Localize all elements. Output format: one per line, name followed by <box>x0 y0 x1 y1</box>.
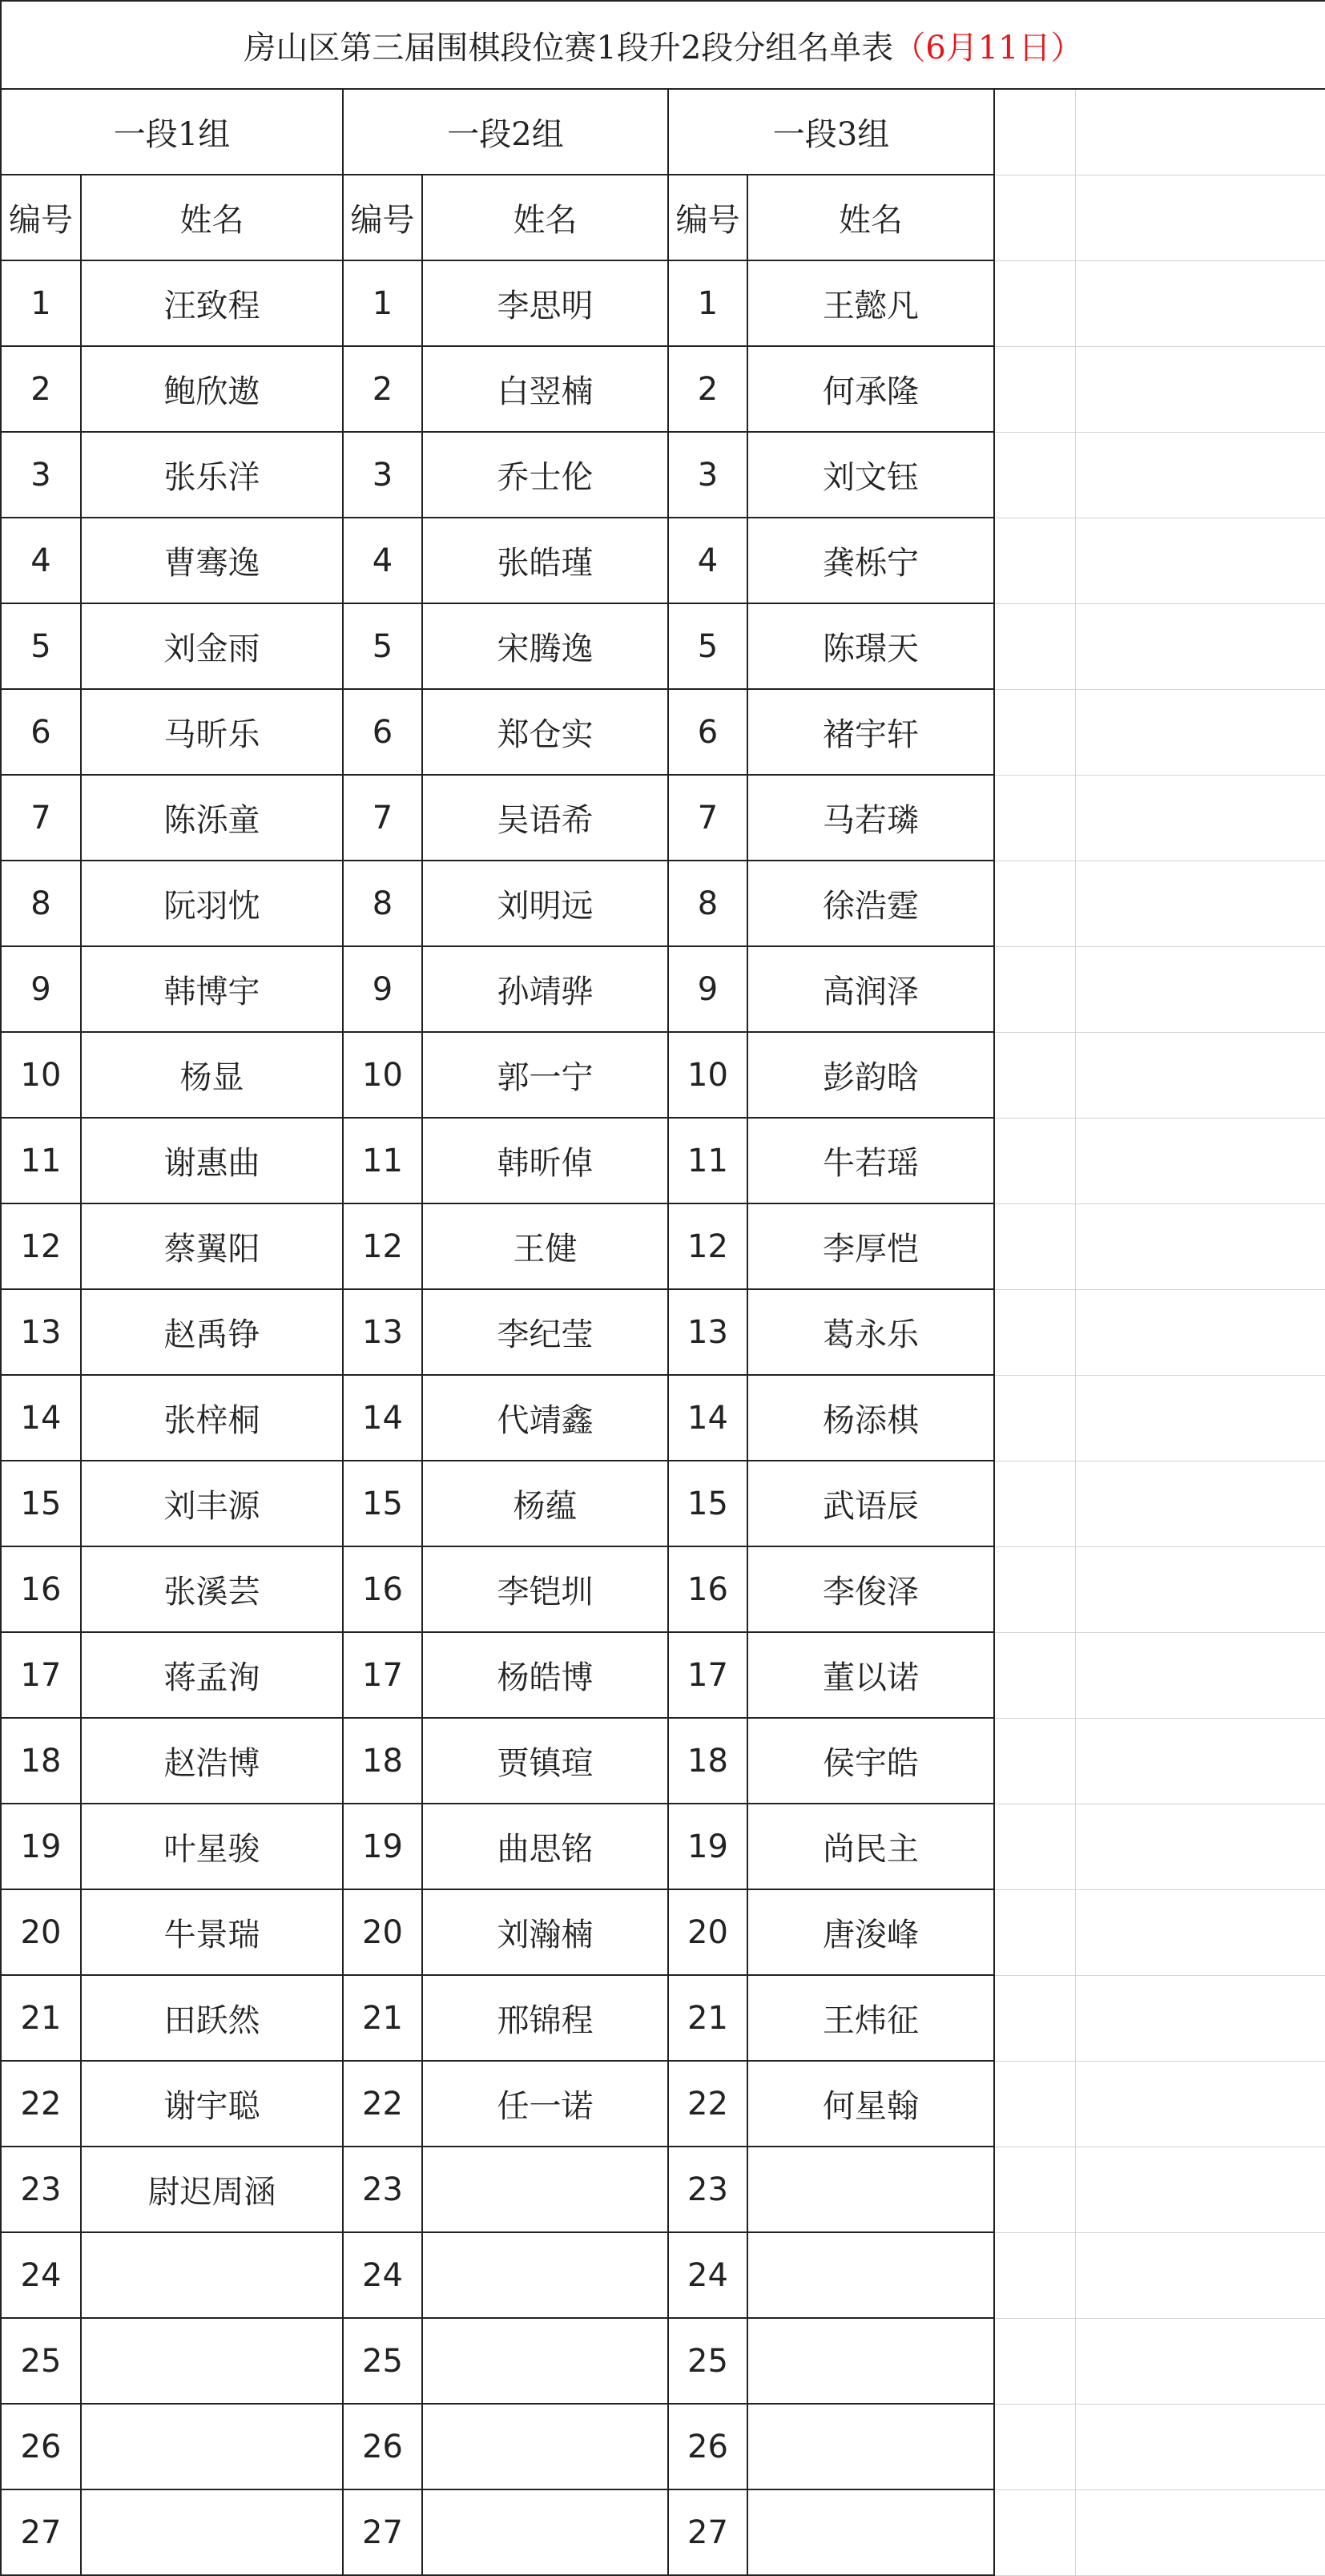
group-1-name-cell: 叶星骏 <box>81 1804 343 1889</box>
group-1-number-cell: 24 <box>1 2232 81 2318</box>
group-2-number-cell: 14 <box>343 1375 422 1461</box>
group-3-name-cell: 尚民主 <box>747 1804 994 1889</box>
group-1-number-cell: 3 <box>1 432 81 518</box>
empty-cell <box>1075 1546 1325 1632</box>
group-1-number-cell: 2 <box>1 346 81 432</box>
group-2-number-cell: 18 <box>343 1718 422 1804</box>
group-2-name-cell: 代靖鑫 <box>422 1375 668 1461</box>
group-1-number-cell: 16 <box>1 1546 81 1632</box>
group-2-number-cell: 23 <box>343 2147 422 2232</box>
group-2-label: 一段2组 <box>343 89 668 175</box>
empty-cell <box>994 1546 1075 1632</box>
group-3-number-cell: 23 <box>668 2147 747 2232</box>
group-3-name-cell: 彭韵晗 <box>747 1032 994 1118</box>
group-3-number-cell: 26 <box>668 2404 747 2489</box>
empty-cell <box>994 1461 1075 1546</box>
group-1-name-cell: 牛景瑞 <box>81 1889 343 1975</box>
group-3-number-cell: 18 <box>668 1718 747 1804</box>
group-1-number-cell: 11 <box>1 1118 81 1203</box>
empty-cell <box>994 2147 1075 2232</box>
empty-cell <box>1075 2232 1325 2318</box>
group-1-number-cell: 15 <box>1 1461 81 1546</box>
empty-cell <box>1075 689 1325 775</box>
group-3-name-cell: 杨添棋 <box>747 1375 994 1461</box>
group-2-name-cell: 刘明远 <box>422 861 668 946</box>
group-1-name-cell: 韩博宇 <box>81 946 343 1032</box>
empty-cell <box>1075 1032 1325 1118</box>
group-1-number-cell: 12 <box>1 1203 81 1289</box>
group-3-number-cell: 13 <box>668 1289 747 1375</box>
group-1-number-cell: 6 <box>1 689 81 775</box>
group-2-name-cell <box>422 2318 668 2404</box>
group-3-name-cell <box>747 2489 994 2575</box>
group-2-number-cell: 3 <box>343 432 422 518</box>
group-2-name-cell: 杨蕴 <box>422 1461 668 1546</box>
table-row <box>1 1375 1325 1461</box>
group-2-name-cell: 邢锦程 <box>422 1975 668 2061</box>
table-row <box>1 2404 1325 2489</box>
table-row <box>1 861 1325 946</box>
group-3-number-cell: 1 <box>668 260 747 346</box>
table-row <box>1 346 1325 432</box>
group-2-num-header: 编号 <box>343 175 422 260</box>
group-3-number-cell: 4 <box>668 518 747 603</box>
group-3-name-cell <box>747 2318 994 2404</box>
group-1-name-cell: 刘丰源 <box>81 1461 343 1546</box>
group-3-number-cell: 27 <box>668 2489 747 2575</box>
group-3-name-cell: 王炜征 <box>747 1975 994 2061</box>
group-1-name-cell: 赵浩博 <box>81 1718 343 1804</box>
empty-cell <box>994 775 1075 861</box>
group-2-name-cell <box>422 2489 668 2575</box>
group-3-number-cell: 9 <box>668 946 747 1032</box>
group-2-name-cell: 白翌楠 <box>422 346 668 432</box>
group-2-name-cell: 李纪莹 <box>422 1289 668 1375</box>
empty-cell <box>1075 1461 1325 1546</box>
group-2-name-cell: 郭一宁 <box>422 1032 668 1118</box>
table-row <box>1 1632 1325 1718</box>
table-row <box>1 1975 1325 2061</box>
group-3-name-cell: 武语辰 <box>747 1461 994 1546</box>
group-3-name-cell: 牛若瑶 <box>747 1118 994 1203</box>
group-1-name-cell: 张梓桐 <box>81 1375 343 1461</box>
group-1-name-cell: 刘金雨 <box>81 603 343 689</box>
empty-cell <box>994 1975 1075 2061</box>
empty-cell <box>994 260 1075 346</box>
group-1-name-cell: 马昕乐 <box>81 689 343 775</box>
empty-cell <box>1075 1118 1325 1203</box>
empty-cell <box>994 689 1075 775</box>
empty-cell <box>994 861 1075 946</box>
empty-cell <box>994 1289 1075 1375</box>
group-1-number-cell: 7 <box>1 775 81 861</box>
title-date: （6月11日） <box>893 29 1083 67</box>
group-1-number-cell: 21 <box>1 1975 81 2061</box>
group-2-number-cell: 12 <box>343 1203 422 1289</box>
group-1-number-cell: 4 <box>1 518 81 603</box>
empty-cell <box>1075 1889 1325 1975</box>
group-2-name-cell: 李铠圳 <box>422 1546 668 1632</box>
group-header-row <box>1 89 1325 175</box>
group-1-name-cell: 谢惠曲 <box>81 1118 343 1203</box>
empty-cell <box>1075 2147 1325 2232</box>
group-3-number-cell: 10 <box>668 1032 747 1118</box>
group-3-name-cell: 徐浩霆 <box>747 861 994 946</box>
table-row <box>1 603 1325 689</box>
empty-cell <box>1075 1203 1325 1289</box>
table-row <box>1 432 1325 518</box>
group-1-name-cell <box>81 2318 343 2404</box>
table-row <box>1 2232 1325 2318</box>
table-row <box>1 2489 1325 2575</box>
group-2-number-cell: 11 <box>343 1118 422 1203</box>
group-1-name-cell: 曹骞逸 <box>81 518 343 603</box>
empty-cell <box>994 946 1075 1032</box>
group-2-number-cell: 6 <box>343 689 422 775</box>
group-1-name-cell: 阮羽忱 <box>81 861 343 946</box>
table-row <box>1 1804 1325 1889</box>
empty-cell <box>1075 1289 1325 1375</box>
group-3-name-cell: 高润泽 <box>747 946 994 1032</box>
group-3-number-cell: 22 <box>668 2061 747 2147</box>
empty-cell <box>1075 346 1325 432</box>
table-row <box>1 518 1325 603</box>
group-3-name-cell: 马若璘 <box>747 775 994 861</box>
group-2-number-cell: 13 <box>343 1289 422 1375</box>
group-1-name-cell: 汪致程 <box>81 260 343 346</box>
group-2-name-cell: 郑仓实 <box>422 689 668 775</box>
group-3-number-cell: 24 <box>668 2232 747 2318</box>
group-2-number-cell: 22 <box>343 2061 422 2147</box>
empty-cell <box>1075 89 1325 175</box>
group-3-name-cell: 侯宇皓 <box>747 1718 994 1804</box>
group-3-name-cell: 李俊泽 <box>747 1546 994 1632</box>
group-1-name-cell: 谢宇聪 <box>81 2061 343 2147</box>
group-2-number-cell: 20 <box>343 1889 422 1975</box>
group-2-number-cell: 4 <box>343 518 422 603</box>
group-2-name-cell: 韩昕倬 <box>422 1118 668 1203</box>
group-2-name-cell <box>422 2404 668 2489</box>
group-1-name-cell <box>81 2232 343 2318</box>
group-2-number-cell: 21 <box>343 1975 422 2061</box>
group-2-number-cell: 17 <box>343 1632 422 1718</box>
group-1-label: 一段1组 <box>1 89 343 175</box>
empty-cell <box>994 1889 1075 1975</box>
group-1-name-cell: 蔡翼阳 <box>81 1203 343 1289</box>
empty-cell <box>994 2489 1075 2575</box>
group-2-name-cell: 曲思铭 <box>422 1804 668 1889</box>
empty-cell <box>994 2318 1075 2404</box>
group-1-name-cell: 张溪芸 <box>81 1546 343 1632</box>
empty-cell <box>1075 518 1325 603</box>
group-3-name-cell: 刘文钰 <box>747 432 994 518</box>
empty-cell <box>994 518 1075 603</box>
empty-cell <box>994 1632 1075 1718</box>
empty-cell <box>1075 260 1325 346</box>
group-3-number-cell: 25 <box>668 2318 747 2404</box>
group-3-number-cell: 11 <box>668 1118 747 1203</box>
group-1-name-cell: 田跃然 <box>81 1975 343 2061</box>
group-1-number-cell: 22 <box>1 2061 81 2147</box>
group-2-name-cell: 王健 <box>422 1203 668 1289</box>
group-2-name-cell: 乔士伦 <box>422 432 668 518</box>
empty-cell <box>994 603 1075 689</box>
table-row <box>1 946 1325 1032</box>
empty-cell <box>994 2404 1075 2489</box>
group-3-number-cell: 20 <box>668 1889 747 1975</box>
empty-cell <box>994 89 1075 175</box>
group-1-number-cell: 25 <box>1 2318 81 2404</box>
group-2-number-cell: 15 <box>343 1461 422 1546</box>
group-3-name-cell: 王懿凡 <box>747 260 994 346</box>
table-row <box>1 1032 1325 1118</box>
empty-cell <box>1075 2404 1325 2489</box>
group-2-number-cell: 16 <box>343 1546 422 1632</box>
empty-cell <box>994 1118 1075 1203</box>
table-row <box>1 1718 1325 1804</box>
table-row <box>1 1118 1325 1203</box>
group-1-number-cell: 8 <box>1 861 81 946</box>
group-2-name-cell: 李思明 <box>422 260 668 346</box>
group-3-number-cell: 15 <box>668 1461 747 1546</box>
group-1-name-cell: 赵禹铮 <box>81 1289 343 1375</box>
empty-cell <box>994 1032 1075 1118</box>
table-row <box>1 1461 1325 1546</box>
empty-cell <box>994 175 1075 260</box>
table-row <box>1 2061 1325 2147</box>
group-1-number-cell: 20 <box>1 1889 81 1975</box>
empty-cell <box>1075 1375 1325 1461</box>
group-1-number-cell: 19 <box>1 1804 81 1889</box>
group-1-name-cell: 鲍欣遨 <box>81 346 343 432</box>
group-3-name-cell: 褚宇轩 <box>747 689 994 775</box>
group-1-number-cell: 17 <box>1 1632 81 1718</box>
group-1-number-cell: 18 <box>1 1718 81 1804</box>
group-2-name-cell <box>422 2232 668 2318</box>
group-3-label: 一段3组 <box>668 89 994 175</box>
page-title <box>1 1 1325 89</box>
group-3-number-cell: 7 <box>668 775 747 861</box>
group-2-number-cell: 9 <box>343 946 422 1032</box>
group-3-number-cell: 12 <box>668 1203 747 1289</box>
group-1-number-cell: 5 <box>1 603 81 689</box>
group-3-number-cell: 19 <box>668 1804 747 1889</box>
group-3-name-cell: 葛永乐 <box>747 1289 994 1375</box>
table-row <box>1 2318 1325 2404</box>
group-2-number-cell: 10 <box>343 1032 422 1118</box>
empty-cell <box>994 1718 1075 1804</box>
group-1-name-cell <box>81 2404 343 2489</box>
empty-cell <box>1075 1718 1325 1804</box>
column-header-row <box>1 175 1325 260</box>
title-main: 房山区第三届围棋段位赛1段升2段分组名单表 <box>244 29 894 67</box>
group-3-name-header: 姓名 <box>747 175 994 260</box>
table-row <box>1 1203 1325 1289</box>
empty-cell <box>994 2061 1075 2147</box>
group-3-name-cell: 唐浚峰 <box>747 1889 994 1975</box>
group-3-name-cell <box>747 2232 994 2318</box>
table-row <box>1 1289 1325 1375</box>
group-3-name-cell: 何星翰 <box>747 2061 994 2147</box>
group-3-number-cell: 5 <box>668 603 747 689</box>
group-3-name-cell <box>747 2147 994 2232</box>
group-1-name-cell: 陈泺童 <box>81 775 343 861</box>
group-2-name-cell: 贾镇瑄 <box>422 1718 668 1804</box>
empty-cell <box>1075 1632 1325 1718</box>
group-3-number-cell: 6 <box>668 689 747 775</box>
group-3-name-cell: 陈璟天 <box>747 603 994 689</box>
empty-cell <box>1075 861 1325 946</box>
group-2-number-cell: 7 <box>343 775 422 861</box>
group-2-number-cell: 19 <box>343 1804 422 1889</box>
group-1-name-cell <box>81 2489 343 2575</box>
empty-cell <box>1075 2318 1325 2404</box>
empty-cell <box>1075 946 1325 1032</box>
group-1-name-cell: 蒋孟洵 <box>81 1632 343 1718</box>
group-3-number-cell: 3 <box>668 432 747 518</box>
group-2-number-cell: 25 <box>343 2318 422 2404</box>
group-3-name-cell: 何承隆 <box>747 346 994 432</box>
table-row <box>1 775 1325 861</box>
group-2-number-cell: 8 <box>343 861 422 946</box>
group-2-name-cell: 任一诺 <box>422 2061 668 2147</box>
group-2-number-cell: 27 <box>343 2489 422 2575</box>
empty-cell <box>994 2232 1075 2318</box>
group-2-name-cell: 张皓瑾 <box>422 518 668 603</box>
group-2-number-cell: 26 <box>343 2404 422 2489</box>
table-row <box>1 2147 1325 2232</box>
empty-cell <box>994 432 1075 518</box>
empty-cell <box>1075 603 1325 689</box>
group-1-num-header: 编号 <box>1 175 81 260</box>
group-2-number-cell: 5 <box>343 603 422 689</box>
group-2-name-cell: 杨皓博 <box>422 1632 668 1718</box>
group-2-name-header: 姓名 <box>422 175 668 260</box>
group-1-number-cell: 26 <box>1 2404 81 2489</box>
empty-cell <box>994 1804 1075 1889</box>
group-3-num-header: 编号 <box>668 175 747 260</box>
group-1-name-cell: 张乐洋 <box>81 432 343 518</box>
table-row <box>1 1546 1325 1632</box>
empty-cell <box>994 1203 1075 1289</box>
title-row <box>1 1 1325 89</box>
group-2-number-cell: 1 <box>343 260 422 346</box>
group-1-number-cell: 9 <box>1 946 81 1032</box>
group-1-number-cell: 27 <box>1 2489 81 2575</box>
group-2-name-cell: 吴语希 <box>422 775 668 861</box>
empty-cell <box>1075 1975 1325 2061</box>
group-2-number-cell: 2 <box>343 346 422 432</box>
table-row <box>1 689 1325 775</box>
group-3-name-cell: 董以诺 <box>747 1632 994 1718</box>
group-3-number-cell: 17 <box>668 1632 747 1718</box>
group-2-name-cell: 孙靖骅 <box>422 946 668 1032</box>
group-1-number-cell: 23 <box>1 2147 81 2232</box>
empty-cell <box>1075 432 1325 518</box>
empty-cell <box>1075 2061 1325 2147</box>
group-1-name-header: 姓名 <box>81 175 343 260</box>
group-1-number-cell: 10 <box>1 1032 81 1118</box>
empty-cell <box>994 346 1075 432</box>
group-3-name-cell: 李厚恺 <box>747 1203 994 1289</box>
group-1-name-cell: 杨显 <box>81 1032 343 1118</box>
table-row <box>1 260 1325 346</box>
group-2-number-cell: 24 <box>343 2232 422 2318</box>
group-1-number-cell: 13 <box>1 1289 81 1375</box>
group-3-number-cell: 2 <box>668 346 747 432</box>
group-3-name-cell: 龚栎宁 <box>747 518 994 603</box>
empty-cell <box>1075 175 1325 260</box>
empty-cell <box>994 1375 1075 1461</box>
group-1-number-cell: 14 <box>1 1375 81 1461</box>
empty-cell <box>1075 1804 1325 1889</box>
group-2-name-cell: 宋腾逸 <box>422 603 668 689</box>
table-row <box>1 1889 1325 1975</box>
empty-cell <box>1075 775 1325 861</box>
group-3-number-cell: 14 <box>668 1375 747 1461</box>
group-1-name-cell: 尉迟周涵 <box>81 2147 343 2232</box>
group-3-number-cell: 16 <box>668 1546 747 1632</box>
group-1-number-cell: 1 <box>1 260 81 346</box>
group-3-name-cell <box>747 2404 994 2489</box>
empty-cell <box>1075 2489 1325 2575</box>
group-2-name-cell: 刘瀚楠 <box>422 1889 668 1975</box>
group-3-number-cell: 8 <box>668 861 747 946</box>
group-2-name-cell <box>422 2147 668 2232</box>
group-3-number-cell: 21 <box>668 1975 747 2061</box>
